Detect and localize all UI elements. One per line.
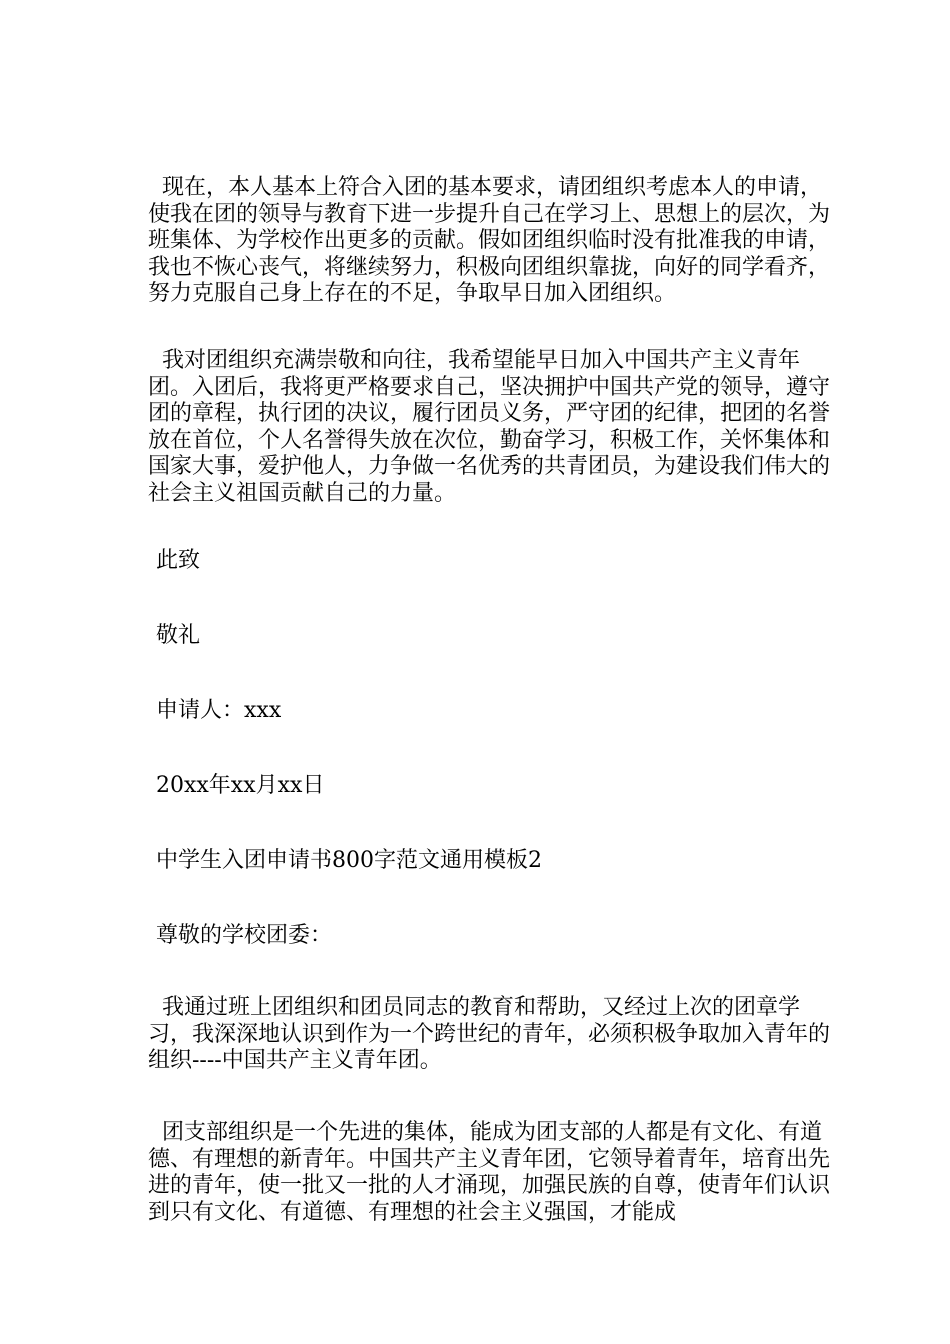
applicant-signature: 申请人：xxx	[156, 698, 282, 723]
paragraph-organization: 团支部组织是一个先进的集体，能成为团支部的人都是有文化、有道德、有理想的新青年。中国共产主义青年团，它领导着青年，培育出先进的青年，使一批又一批的人才涌现，加强民族的自尊，使青年们认识到只有文化、有道德、有理想的社会主义强国，才能成	[148, 1120, 831, 1225]
section-title: 中学生入团申请书800字范文通用模板2	[156, 848, 542, 873]
paragraph-learning: 我通过班上团组织和团员同志的教育和帮助，又经过上次的团章学习，我深深地认识到作为一个跨世纪的青年，必须积极争取加入青年的组织----中国共产主义青年团。	[148, 995, 831, 1073]
salutation: 尊敬的学校团委：	[156, 923, 333, 948]
application-date: 20xx年xx月xx日	[156, 773, 325, 798]
closing-salute: 敬礼	[156, 623, 201, 648]
closing-respect: 此致	[156, 548, 201, 573]
paragraph-requirements: 现在，本人基本上符合入团的基本要求，请团组织考虑本人的申请，使我在团的领导与教育下进一步提升自己在学习上、思想上的层次，为班集体、为学校作出更多的贡献。假如团组织临时没有批准我的申请，我也不恢心丧气，将继续努力，积极向团组织靠拢，向好的同学看齐，努力克服自己身上存在的不足，争取早日加入团组织。	[148, 175, 831, 306]
paragraph-aspiration: 我对团组织充满崇敬和向往，我希望能早日加入中国共产主义青年团。入团后，我将更严格要求自己，坚决拥护中国共产党的领导，遵守团的章程，执行团的决议，履行团员义务，严守团的纪律，把团的名誉放在首位，个人名誉得失放在次位，勤奋学习，积极工作，关怀集体和国家大事，爱护他人，力争做一名优秀的共青团员，为建设我们伟大的社会主义祖国贡献自己的力量。	[148, 348, 831, 506]
